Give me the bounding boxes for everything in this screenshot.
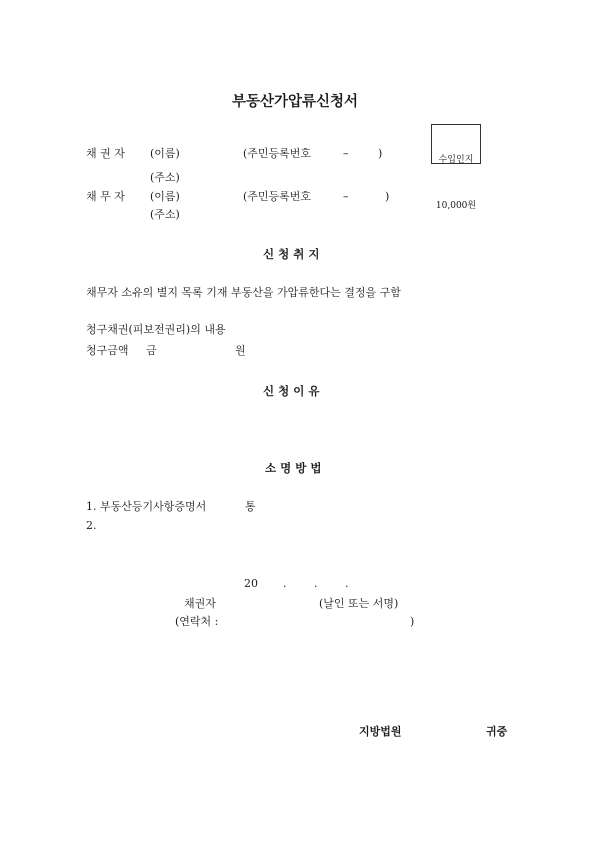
addressee-label: 귀중: [486, 725, 508, 738]
debtor-rrn-close: ): [385, 190, 390, 203]
debtor-address-label: (주소): [150, 208, 180, 221]
purpose-text: 채무자 소유의 별지 목록 기재 부동산을 가압류한다는 결정을 구함: [86, 286, 401, 299]
evidence-item: 2.: [86, 519, 97, 532]
date-dot-end: .: [345, 577, 349, 590]
signature-seal-note: (날인 또는 서명): [319, 597, 399, 610]
court-name-label: 지방법원: [359, 725, 402, 738]
debtor-rrn-label: (주민등록번호: [243, 190, 312, 203]
stamp-label: 수입인지: [438, 155, 474, 166]
claim-amount-unit: 원: [235, 344, 246, 357]
debtor-rrn-dash: –: [343, 190, 349, 203]
evidence-item-unit: 통: [245, 500, 256, 513]
creditor-rrn-dash: –: [343, 147, 349, 160]
creditor-name-label: (이름): [150, 147, 180, 160]
reason-heading: 신 청 이 유: [263, 384, 320, 398]
date-dot-day: .: [314, 577, 318, 590]
evidence-heading: 소 명 방 법: [265, 461, 322, 475]
claim-amount-prefix: 금: [146, 344, 157, 357]
claim-content-label: 청구채권(피보전권리)의 내용: [86, 323, 226, 336]
date-dot-month: .: [283, 577, 287, 590]
creditor-role-label: 채 권 자: [86, 147, 125, 160]
signature-creditor-label: 채권자: [184, 597, 216, 610]
evidence-item: 1. 부동산등기사항증명서: [86, 500, 207, 513]
contact-label: (연락처 :: [175, 615, 219, 628]
creditor-address-label: (주소): [150, 171, 180, 184]
stamp-amount: 10,000원: [435, 200, 477, 211]
debtor-name-label: (이름): [150, 190, 180, 203]
contact-close: ): [410, 615, 415, 628]
debtor-role-label: 채 무 자: [86, 190, 125, 203]
date-year: 20: [244, 577, 258, 590]
creditor-rrn-close: ): [378, 147, 383, 160]
claim-amount-label: 청구금액: [86, 344, 129, 357]
creditor-rrn-label: (주민등록번호: [243, 147, 312, 160]
revenue-stamp-box: [431, 124, 481, 211]
document-title: 부동산가압류신청서: [232, 94, 359, 110]
purpose-heading: 신 청 취 지: [263, 247, 320, 261]
